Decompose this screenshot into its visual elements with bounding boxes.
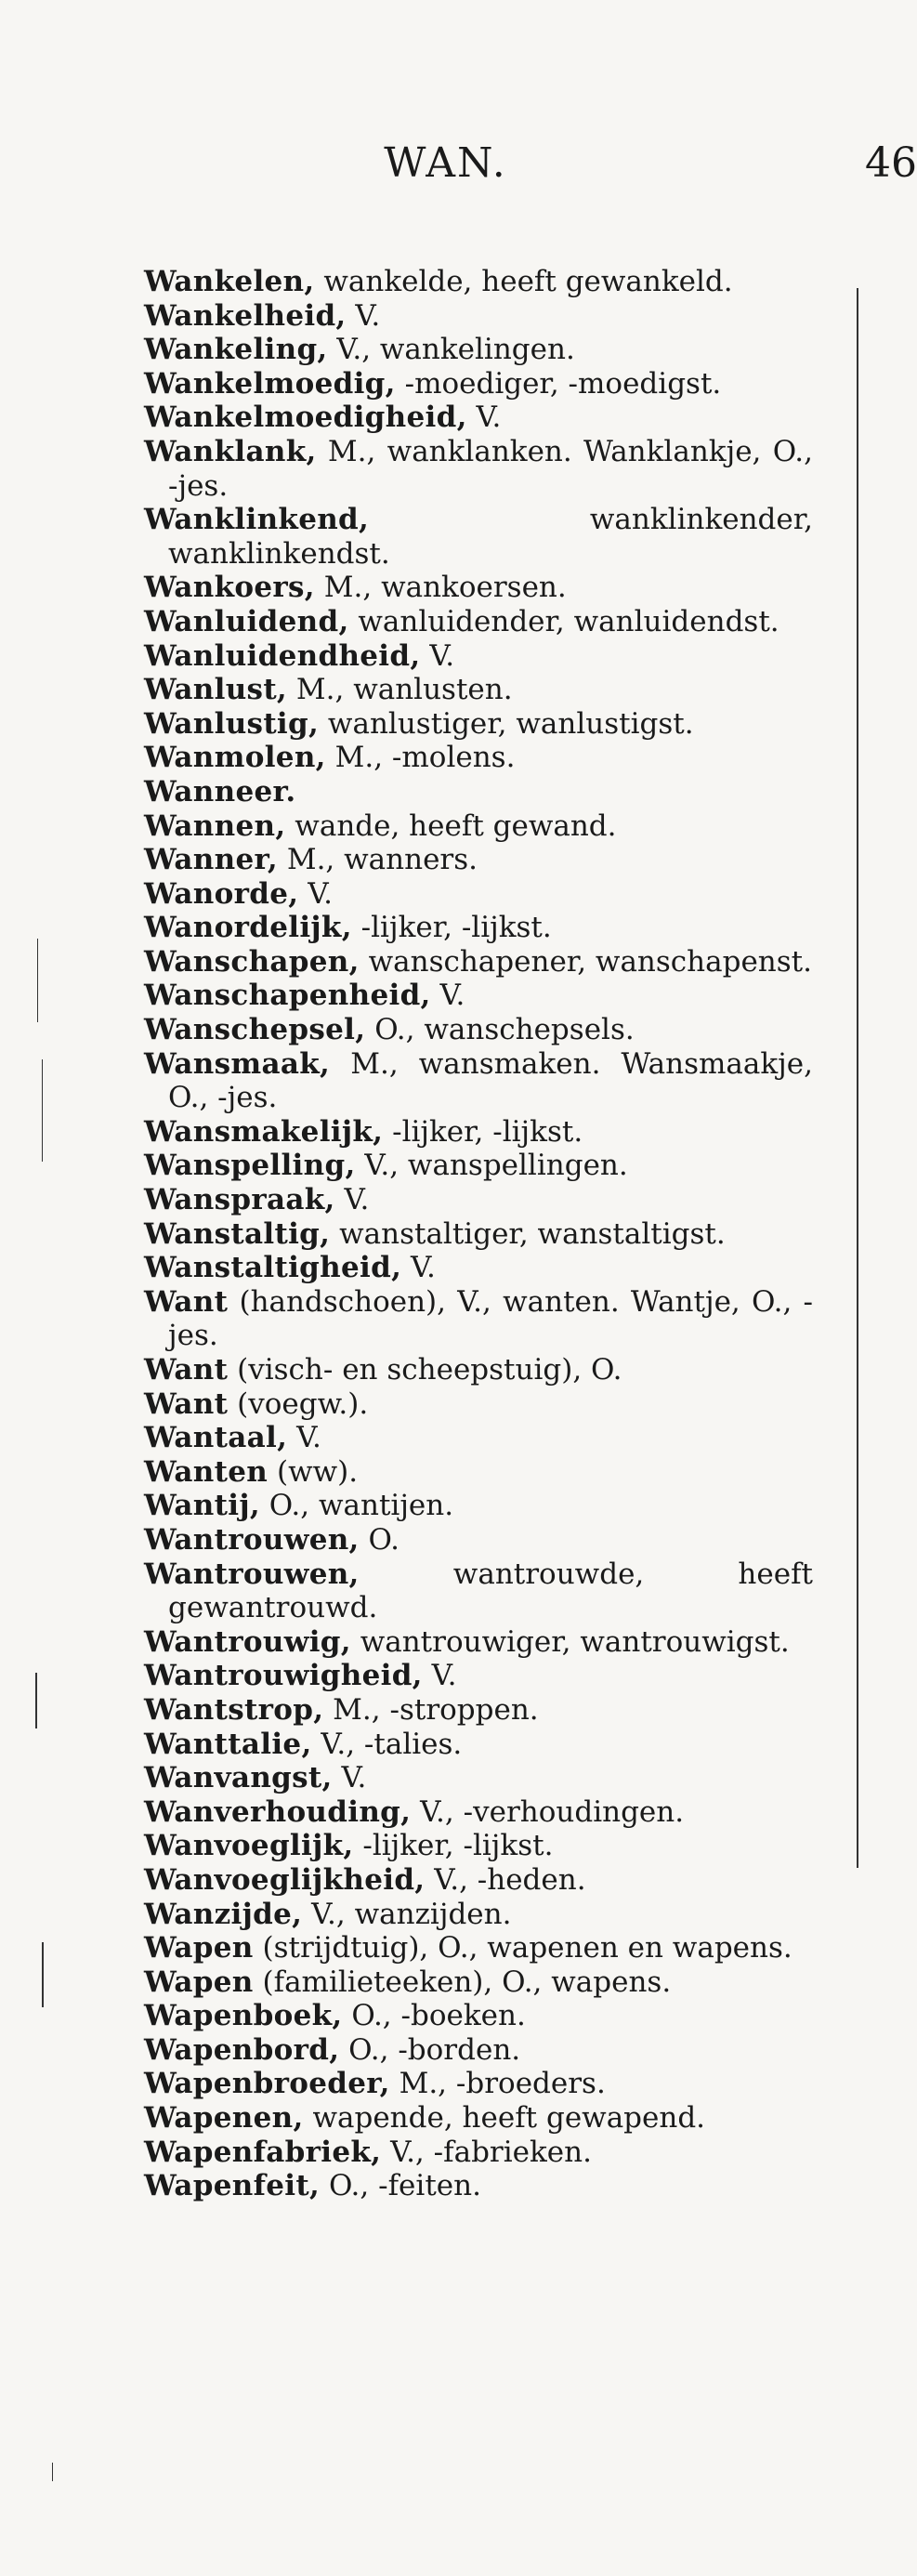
entry-headword: Wankelen, (144, 265, 315, 298)
entry-headword: Wanvangst, (144, 1761, 333, 1795)
entry-definition: V. (332, 1761, 367, 1795)
left-margin-mark (35, 1673, 37, 1728)
dictionary-entry (144, 877, 813, 912)
entry-definition: M., wanners. (277, 843, 478, 877)
entry-headword: Wanzijde, (144, 1897, 303, 1931)
entry-definition: V. (346, 298, 381, 333)
entry-definition: M., -broeders. (389, 2067, 606, 2101)
entry-definition: O., -borden. (339, 2032, 521, 2067)
page-number: 46 (865, 139, 917, 187)
entry-definition: M., wankoersen. (314, 571, 567, 605)
entry-definition: V., -talies. (311, 1727, 463, 1761)
entry-headword: Wanordelijk, (144, 911, 352, 945)
dictionary-entry (144, 571, 813, 605)
entry-definition: V., -heden. (425, 1862, 586, 1897)
entry-headword: Wankoers, (144, 571, 315, 605)
dictionary-entry (144, 1931, 813, 1965)
entry-definition: -lijker, -lijkst. (351, 911, 552, 945)
entry-definition: V. (420, 638, 455, 673)
dictionary-entry (144, 1898, 813, 1932)
entry-definition: -lijker, -lijkst. (353, 1829, 554, 1863)
entry-headword: Wankelmoedigheid, (144, 401, 467, 435)
entry-definition: wanlustiger, wanlustigst. (319, 706, 694, 741)
entry-headword: Wapenboek, (144, 1999, 343, 2033)
entry-definition: V. (298, 876, 334, 911)
dictionary-entry (144, 639, 813, 674)
entry-headword: Wanluidend, (144, 604, 349, 638)
entry-definition: O., -feiten. (320, 2169, 481, 2203)
entry-definition: M., wansmaken. Wansmaakje, O., -jes. (168, 1046, 813, 1115)
entry-headword: Wansmakelijk, (144, 1114, 384, 1149)
entry-definition: V., wanspellingen. (355, 1149, 628, 1183)
entry-definition: V., wankelingen. (327, 333, 575, 367)
entry-headword: Wannen, (144, 808, 286, 843)
entry-headword: Wanvoeglijkheid, (144, 1862, 426, 1897)
dictionary-entry (144, 1251, 813, 1285)
entry-definition: V., -verhoudingen. (411, 1794, 685, 1829)
entry-headword: Wansmaak, (144, 1046, 331, 1081)
entry-definition: wanschapener, wanschapenst. (359, 944, 812, 979)
entry-headword: Wanspraak, (144, 1183, 335, 1217)
dictionary-entry (144, 1217, 813, 1252)
dictionary-entry (144, 1693, 813, 1728)
entry-headword: Wantrouwig, (144, 1624, 351, 1659)
entry-definition: V. (466, 401, 502, 435)
entry-definition: O., wantijen. (259, 1489, 454, 1523)
entry-definition: M., -stroppen. (323, 1692, 539, 1727)
entry-definition: wantrouwde, heeft gewantrouwd. (168, 1557, 813, 1625)
entry-headword: Wanschepsel, (144, 1013, 366, 1047)
dictionary-entry (144, 1625, 813, 1660)
dictionary-entry (144, 707, 813, 742)
entry-definition: wanklinkender, wanklinkendst. (168, 503, 813, 571)
entry-definition: (familieteeken), O., wapens. (253, 1965, 672, 1999)
dictionary-entry (144, 367, 813, 401)
entry-definition: wantrouwiger, wantrouwigst. (350, 1624, 790, 1659)
dictionary-entry (144, 1489, 813, 1523)
right-margin-rule (857, 288, 858, 1868)
entry-definition: wanstaltiger, wanstaltigst. (330, 1216, 726, 1251)
dictionary-entry (144, 1285, 813, 1353)
dictionary-entry (144, 265, 813, 299)
entry-headword: Wapenfabriek, (144, 2135, 382, 2169)
entry-definition: -moediger, -moedigst. (395, 366, 722, 401)
running-head: WAN. (384, 139, 507, 187)
entry-definition: V., wanzijden. (302, 1897, 512, 1931)
entry-definition: (visch- en scheepstuig), O. (228, 1353, 622, 1387)
entry-definition: wapende, heeft gewapend. (303, 2101, 706, 2136)
dictionary-entry (144, 843, 813, 877)
entry-headword: Wanverhouding, (144, 1794, 412, 1829)
entry-headword: Wanmolen, (144, 741, 326, 775)
dictionary-entry (144, 1353, 813, 1387)
entry-headword: Want (144, 1284, 229, 1319)
left-margin-mark (37, 939, 38, 1022)
entry-headword: Wapenbroeder, (144, 2067, 390, 2101)
dictionary-entry (144, 2136, 813, 2170)
dictionary-entry (144, 1183, 813, 1217)
dictionary-entry (144, 1863, 813, 1898)
dictionary-entry (144, 1047, 813, 1115)
left-margin-mark (42, 1942, 44, 2007)
entry-definition: V. (430, 979, 465, 1013)
entry-definition: -lijker, -lijkst. (383, 1114, 583, 1149)
entry-headword: Want (144, 1387, 229, 1421)
dictionary-entry (144, 1421, 813, 1455)
entry-headword: Wantrouwigheid, (144, 1659, 423, 1693)
entry-headword: Wantstrop, (144, 1692, 324, 1727)
entry-definition: wankelde, heeft gewankeld. (314, 265, 733, 298)
entry-headword: Wapen (144, 1965, 254, 1999)
dictionary-entry (144, 1965, 813, 2000)
entry-headword: Want (144, 1353, 229, 1387)
entry-headword: Wantaal, (144, 1421, 288, 1455)
entry-headword: Wanten (144, 1454, 269, 1489)
entry-headword: Wapenfeit, (144, 2169, 321, 2203)
dictionary-entry (144, 1387, 813, 1422)
entry-headword: Wanspelling, (144, 1149, 356, 1183)
entry-headword: Wanstaltig, (144, 1216, 331, 1251)
entry-headword: Wapenen, (144, 2101, 304, 2136)
dictionary-entry (144, 1659, 813, 1693)
entry-headword: Wapen (144, 1931, 254, 1965)
dictionary-entry (144, 503, 813, 571)
page-header (0, 139, 917, 204)
dictionary-entry (144, 435, 813, 503)
entry-headword: Wantij, (144, 1489, 260, 1523)
entry-headword: Wanschapenheid, (144, 979, 431, 1013)
entry-headword: Wanklank, (144, 434, 317, 468)
entry-headword: Wankeling, (144, 333, 328, 367)
dictionary-entry (144, 741, 813, 775)
entry-definition: V. (422, 1659, 457, 1693)
dictionary-entries (144, 265, 813, 2203)
dictionary-entry (144, 1761, 813, 1795)
left-margin-mark (52, 2463, 53, 2481)
entry-definition: (ww). (268, 1454, 359, 1489)
dictionary-entry (144, 1455, 813, 1490)
dictionary-entry (144, 673, 813, 707)
entry-headword: Wanvoeglijk, (144, 1829, 354, 1863)
entry-headword: Wanlust, (144, 673, 288, 707)
dictionary-entry (144, 1523, 813, 1557)
entry-definition: M., wanlusten. (287, 673, 513, 707)
entry-definition: V., -fabrieken. (381, 2135, 592, 2169)
dictionary-entry (144, 1013, 813, 1047)
dictionary-entry (144, 605, 813, 639)
entry-headword: Wanlustig, (144, 706, 320, 741)
entry-definition: O., -boeken. (342, 1999, 526, 2033)
dictionary-entry (144, 945, 813, 979)
entry-definition: wanluidender, wanluidendst. (348, 604, 779, 638)
dictionary-entry (144, 1795, 813, 1830)
left-margin-mark (42, 1059, 43, 1162)
entry-definition: (strijdtuig), O., wapenen en wapens. (253, 1931, 793, 1965)
entry-definition: V. (401, 1251, 436, 1285)
dictionary-entry (144, 911, 813, 945)
entry-headword: Wanorde, (144, 876, 299, 911)
entry-definition: V. (287, 1421, 321, 1455)
dictionary-entry (144, 2033, 813, 2068)
entry-headword: Wanschapen, (144, 944, 360, 979)
dictionary-entry (144, 1115, 813, 1150)
entry-definition: M., wanklanken. Wanklankje, O., -jes. (168, 434, 813, 503)
entry-headword: Wanneer. (144, 774, 296, 808)
dictionary-entry (144, 979, 813, 1013)
entry-headword: Wantrouwen, (144, 1557, 360, 1591)
dictionary-entry (144, 775, 813, 809)
dictionary-entry (144, 1999, 813, 2033)
entry-headword: Wanstaltigheid, (144, 1251, 402, 1285)
entry-headword: Wanner, (144, 843, 278, 877)
dictionary-entry (144, 809, 813, 844)
entry-definition: V. (334, 1183, 370, 1217)
entry-headword: Wanluidendheid, (144, 638, 421, 673)
entry-headword: Wankelmoedig, (144, 366, 396, 401)
entry-headword: Wankelheid, (144, 298, 347, 333)
entry-definition: M., -molens. (325, 741, 516, 775)
entry-headword: Wapenbord, (144, 2032, 340, 2067)
entry-definition: O. (359, 1522, 400, 1557)
dictionary-entry (144, 333, 813, 367)
dictionary-entry (144, 2067, 813, 2101)
entry-headword: Wanttalie, (144, 1727, 312, 1761)
entry-definition: (voegw.). (228, 1387, 369, 1421)
dictionary-entry (144, 299, 813, 334)
dictionary-entry (144, 2101, 813, 2136)
entry-headword: Wanklinkend, (144, 503, 370, 537)
dictionary-entry (144, 1149, 813, 1183)
entry-definition: (handschoen), V., wanten. Wantje, O., -jes. (168, 1284, 813, 1353)
dictionary-entry (144, 1557, 813, 1625)
dictionary-entry (144, 2169, 813, 2203)
dictionary-entry (144, 401, 813, 435)
dictionary-entry (144, 1728, 813, 1762)
dictionary-entry (144, 1829, 813, 1863)
entry-definition: wande, heeft gewand. (285, 808, 617, 843)
entry-headword: Wantrouwen, (144, 1522, 360, 1557)
entry-definition: O., wanschepsels. (365, 1013, 635, 1047)
